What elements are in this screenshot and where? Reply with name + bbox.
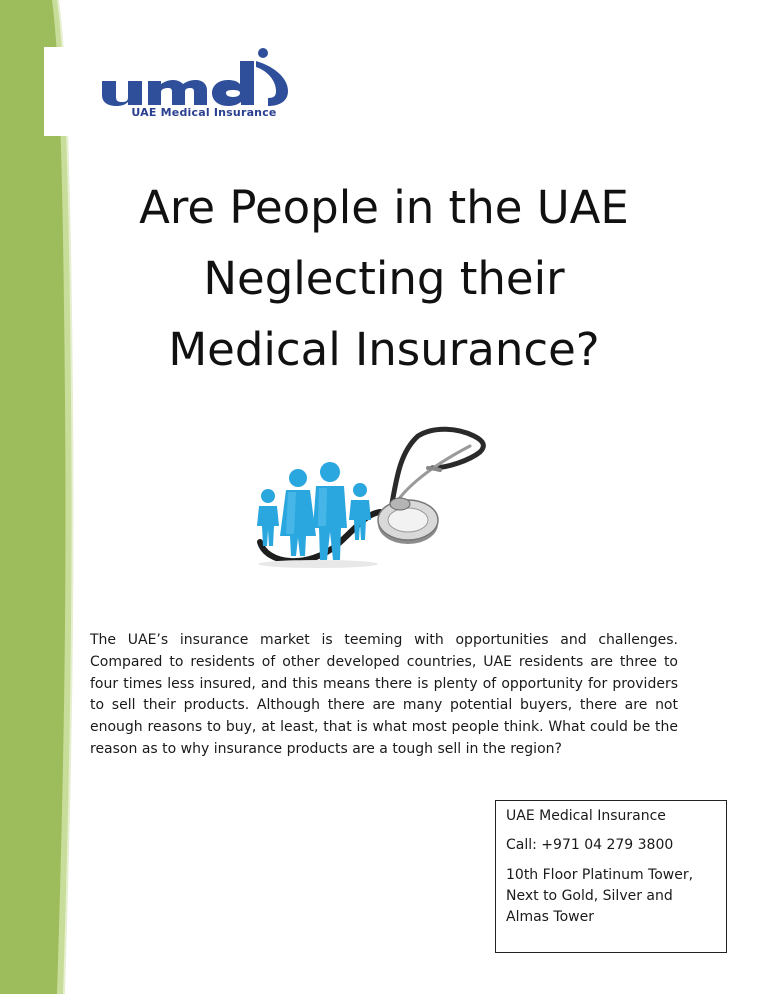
contact-address: 10th Floor Platinum Tower, Next to Gold, Silver and Almas Tower <box>506 867 694 925</box>
logo-box <box>44 47 314 136</box>
title-line-3: Medical Insurance? <box>168 323 600 376</box>
family-stethoscope-icon <box>248 424 494 572</box>
contact-box <box>495 800 727 953</box>
title-line-2: Neglecting their <box>203 252 565 305</box>
page-title <box>86 172 682 385</box>
title-line-1: Are People in the UAE <box>139 181 629 234</box>
logo-tagline: UAE Medical Insurance <box>131 106 277 119</box>
umd-logo-icon <box>44 47 314 136</box>
intro-paragraph: The UAE’s insurance market is teeming with opportunities and challenges. Compared to residents of other developed countries, UAE residents are three to four times less insured, and this means there is plenty of opportunity for providers to sell their products. Although there are many potential buyers, there are not enough reasons to buy, at least, that is what most people think. What could be the reason as to why insurance products are a tough sell in the region? <box>90 632 678 757</box>
contact-phone: Call: +971 04 279 3800 <box>506 837 674 853</box>
contact-company-name: UAE Medical Insurance <box>506 808 666 824</box>
decorative-left-band <box>0 0 80 994</box>
